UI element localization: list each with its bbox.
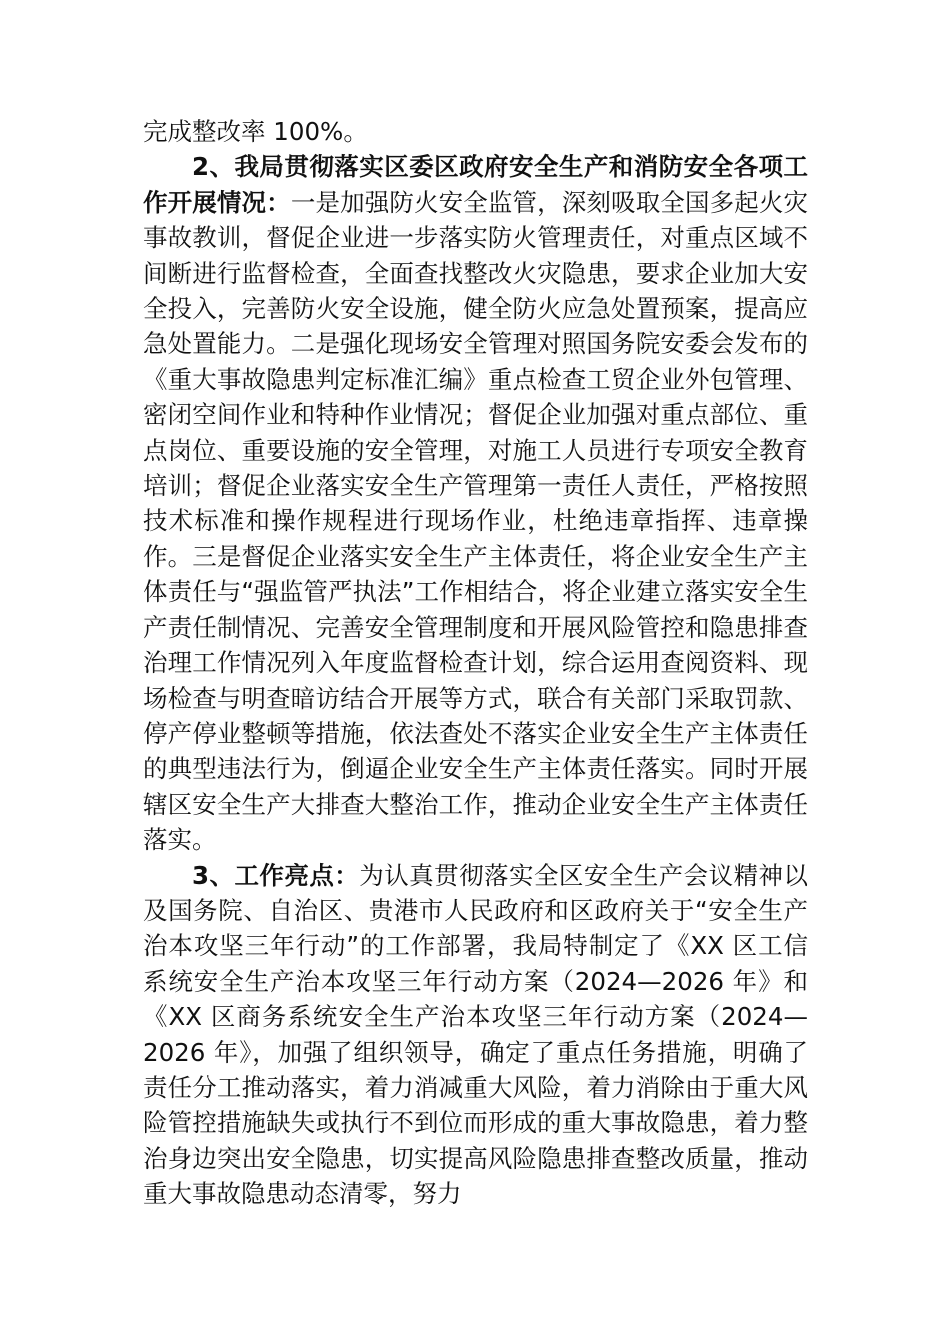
- paragraph-3-body: 为认真贯彻落实全区安全生产会议精神以及国务院、自治区、贵港市人民政府和区政府关于“安全生产治本攻坚三年行动”的工作部署，我局特制定了《XX 区工信系统安全生产治本攻坚三年行动方案（2024—2026 年》和《XX 区商务系统安全生产治本攻坚三年行动方案（2024—2026 年》，加强了组织领导，确定了重点任务措施，明确了责任分工推动落实，着力消减重大风险，着力消除由于重大风险管控措施缺失或执行不到位而形成的重大事故隐患，着力整治身边突出安全隐患，切实提高风险隐患排查整改质量，推动重大事故隐患动态清零，努力: [143, 860, 809, 1209]
- paragraph-2: [143, 149, 808, 857]
- document-body: [143, 114, 808, 1212]
- paragraph-2-heading: 2、我局贯彻落实区委区政府安全生产和消防安全各项工作开展情况：: [143, 152, 808, 217]
- paragraph-1-text: 完成整改率 100%。: [143, 117, 368, 146]
- paragraph-3: [143, 858, 808, 1212]
- paragraph-1: [143, 114, 808, 149]
- paragraph-2-body: 一是加强防火安全监管，深刻吸取全国多起火灾事故教训，督促企业进一步落实防火管理责任，对重点区域不间断进行监督检查，全面查找整改火灾隐患，要求企业加大安全投入，完善防火安全设施，健全防火应急处置预案，提高应急处置能力。二是强化现场安全管理对照国务院安委会发布的《重大事故隐患判定标准汇编》重点检查工贸企业外包管理、密闭空间作业和特种作业情况；督促企业加强对重点部位、重点岗位、重要设施的安全管理，对施工人员进行专项安全教育培训；督促企业落实安全生产管理第一责任人责任，严格按照技术标准和操作规程进行现场作业，杜绝违章指挥、违章操作。三是督促企业落实安全生产主体责任，将企业安全生产主体责任与“强监管严执法”工作相结合，将企业建立落实安全生产责任制情况、完善安全管理制度和开展风险管控和隐患排查治理工作情况列入年度监督检查计划，综合运用查阅资料、现场检查与明查暗访结合开展等方式，联合有关部门采取罚款、停产停业整顿等措施，依法查处不落实企业安全生产主体责任的典型违法行为，倒逼企业安全生产主体责任落实。同时开展辖区安全生产大排查大整治工作，推动企业安全生产主体责任落实。: [143, 187, 809, 855]
- paragraph-3-heading: 3、工作亮点：: [192, 860, 360, 890]
